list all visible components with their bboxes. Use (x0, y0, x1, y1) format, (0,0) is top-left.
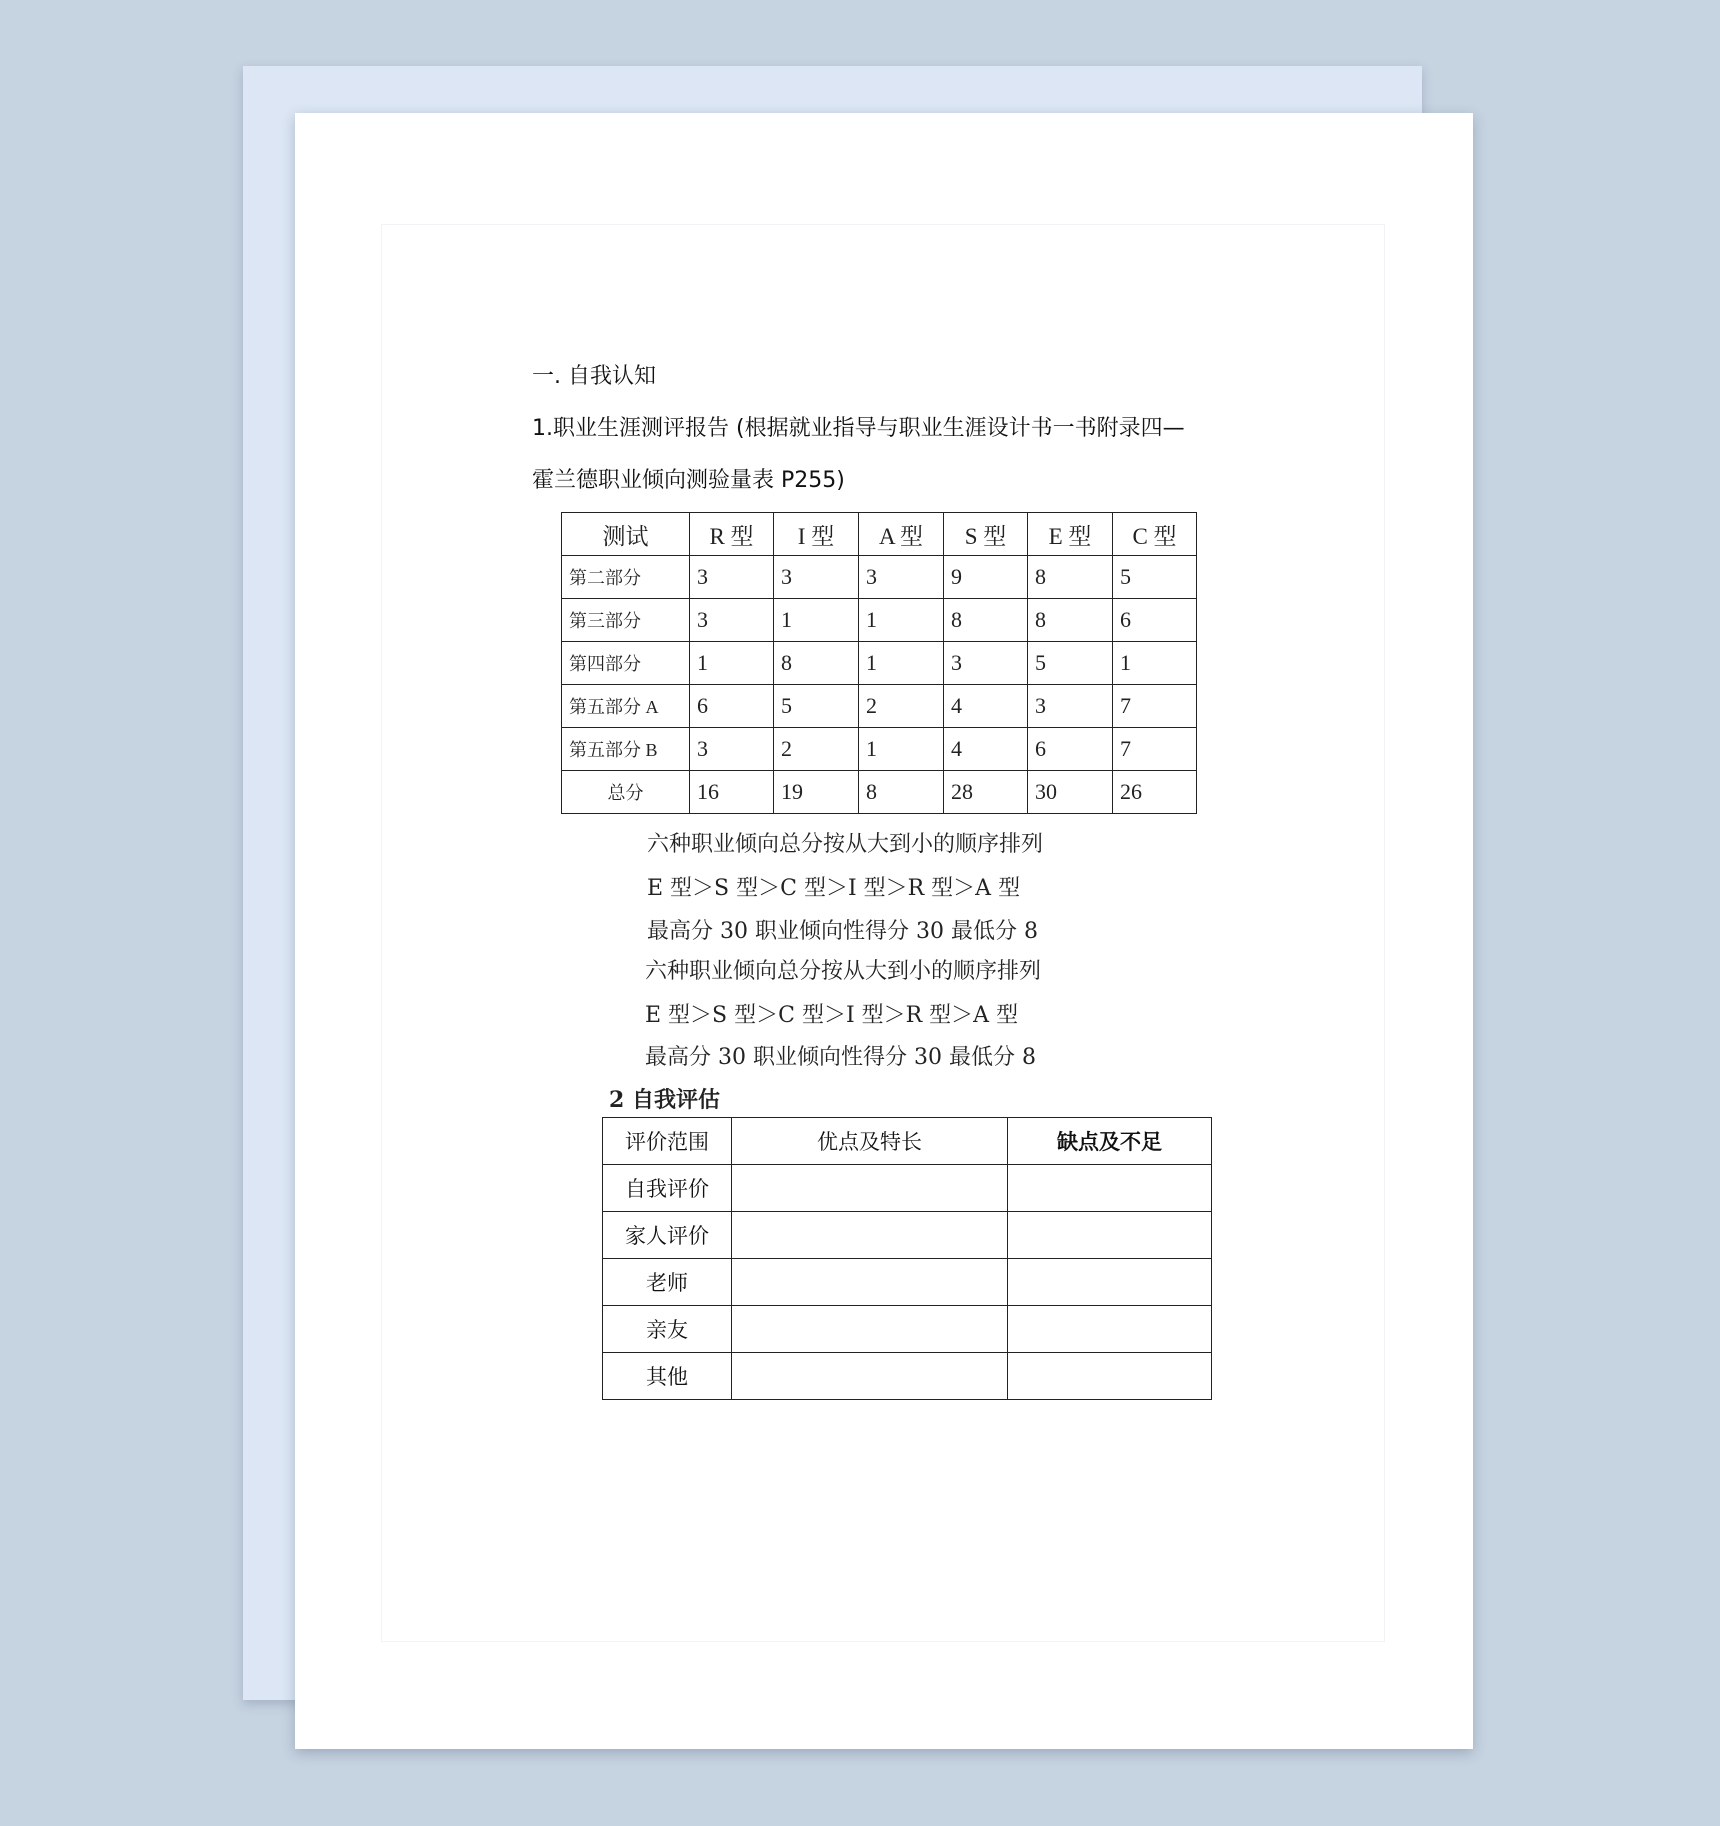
table-header-row (562, 513, 1197, 556)
strengths-cell (732, 1353, 1008, 1400)
summary-line: 最高分 30 职业倾向性得分 30 最低分 8 (645, 1045, 1036, 1070)
score-cell: 7 (1113, 685, 1197, 728)
score-cell: 30 (1028, 771, 1113, 814)
score-cell: 3 (1028, 685, 1113, 728)
holland-score-table (561, 512, 1197, 814)
table-row (562, 771, 1197, 814)
strengths-cell (732, 1306, 1008, 1353)
row-label: 第二部分 (562, 556, 690, 599)
row-label: 第三部分 (562, 599, 690, 642)
table-row (603, 1353, 1212, 1400)
report-title-line2: 霍兰德职业倾向测验量表 P255) (532, 468, 845, 493)
weaknesses-cell (1008, 1353, 1212, 1400)
score-cell: 3 (690, 728, 774, 771)
score-cell: 5 (774, 685, 859, 728)
summary-line: 六种职业倾向总分按从大到小的顺序排列 (645, 959, 1042, 984)
document-page (295, 113, 1473, 1749)
table-row (562, 685, 1197, 728)
score-cell: 8 (1028, 556, 1113, 599)
table-row (603, 1259, 1212, 1306)
header-cell: A 型 (859, 513, 944, 556)
score-cell: 8 (774, 642, 859, 685)
score-cell: 5 (1028, 642, 1113, 685)
table-header-row (603, 1118, 1212, 1165)
score-cell: 8 (944, 599, 1028, 642)
row-label: 第四部分 (562, 642, 690, 685)
table-row (603, 1165, 1212, 1212)
header-cell: 缺点及不足 (1008, 1118, 1212, 1165)
score-cell: 3 (944, 642, 1028, 685)
table-row (562, 728, 1197, 771)
row-label: 自我评价 (603, 1165, 732, 1212)
report-title-line1: 1.职业生涯测评报告 (根据就业指导与职业生涯设计书一书附录四— (532, 416, 1185, 441)
row-label: 老师 (603, 1259, 732, 1306)
score-cell: 3 (774, 556, 859, 599)
section-heading: 一. 自我认知 (532, 364, 656, 389)
score-cell: 1 (859, 599, 944, 642)
header-cell: S 型 (944, 513, 1028, 556)
row-label: 其他 (603, 1353, 732, 1400)
header-cell: I 型 (774, 513, 859, 556)
score-cell: 1 (774, 599, 859, 642)
weaknesses-cell (1008, 1212, 1212, 1259)
score-cell: 3 (859, 556, 944, 599)
table-row (562, 556, 1197, 599)
table-row (603, 1212, 1212, 1259)
self-evaluation-table (602, 1117, 1212, 1400)
summary-line: E 型＞S 型＞C 型＞I 型＞R 型＞A 型 (647, 876, 1021, 901)
score-cell: 26 (1113, 771, 1197, 814)
header-cell: E 型 (1028, 513, 1113, 556)
score-cell: 1 (1113, 642, 1197, 685)
row-label: 家人评价 (603, 1212, 732, 1259)
weaknesses-cell (1008, 1259, 1212, 1306)
score-cell: 2 (859, 685, 944, 728)
table-row (603, 1306, 1212, 1353)
row-label: 亲友 (603, 1306, 732, 1353)
score-cell: 1 (690, 642, 774, 685)
header-cell: R 型 (690, 513, 774, 556)
score-cell: 6 (690, 685, 774, 728)
strengths-cell (732, 1212, 1008, 1259)
summary-line: 最高分 30 职业倾向性得分 30 最低分 8 (647, 919, 1038, 944)
score-cell: 8 (1028, 599, 1113, 642)
score-cell: 7 (1113, 728, 1197, 771)
strengths-cell (732, 1259, 1008, 1306)
score-cell: 5 (1113, 556, 1197, 599)
score-cell: 1 (859, 728, 944, 771)
score-cell: 8 (859, 771, 944, 814)
header-cell: 测试 (562, 513, 690, 556)
score-cell: 2 (774, 728, 859, 771)
summary-line: 六种职业倾向总分按从大到小的顺序排列 (647, 832, 1044, 857)
score-cell: 4 (944, 685, 1028, 728)
summary-line: E 型＞S 型＞C 型＞I 型＞R 型＞A 型 (645, 1003, 1019, 1028)
header-cell: 评价范围 (603, 1118, 732, 1165)
header-cell: 优点及特长 (732, 1118, 1008, 1165)
score-cell: 28 (944, 771, 1028, 814)
score-cell: 1 (859, 642, 944, 685)
table-row (562, 642, 1197, 685)
table-row (562, 599, 1197, 642)
row-label: 第五部分 B (562, 728, 690, 771)
score-cell: 16 (690, 771, 774, 814)
score-cell: 19 (774, 771, 859, 814)
self-eval-title: 2 自我评估 (609, 1087, 720, 1113)
score-cell: 3 (690, 556, 774, 599)
score-cell: 3 (690, 599, 774, 642)
score-cell: 6 (1028, 728, 1113, 771)
score-cell: 6 (1113, 599, 1197, 642)
strengths-cell (732, 1165, 1008, 1212)
score-cell: 9 (944, 556, 1028, 599)
row-label: 总分 (562, 771, 690, 814)
score-cell: 4 (944, 728, 1028, 771)
row-label: 第五部分 A (562, 685, 690, 728)
header-cell: C 型 (1113, 513, 1197, 556)
weaknesses-cell (1008, 1165, 1212, 1212)
weaknesses-cell (1008, 1306, 1212, 1353)
